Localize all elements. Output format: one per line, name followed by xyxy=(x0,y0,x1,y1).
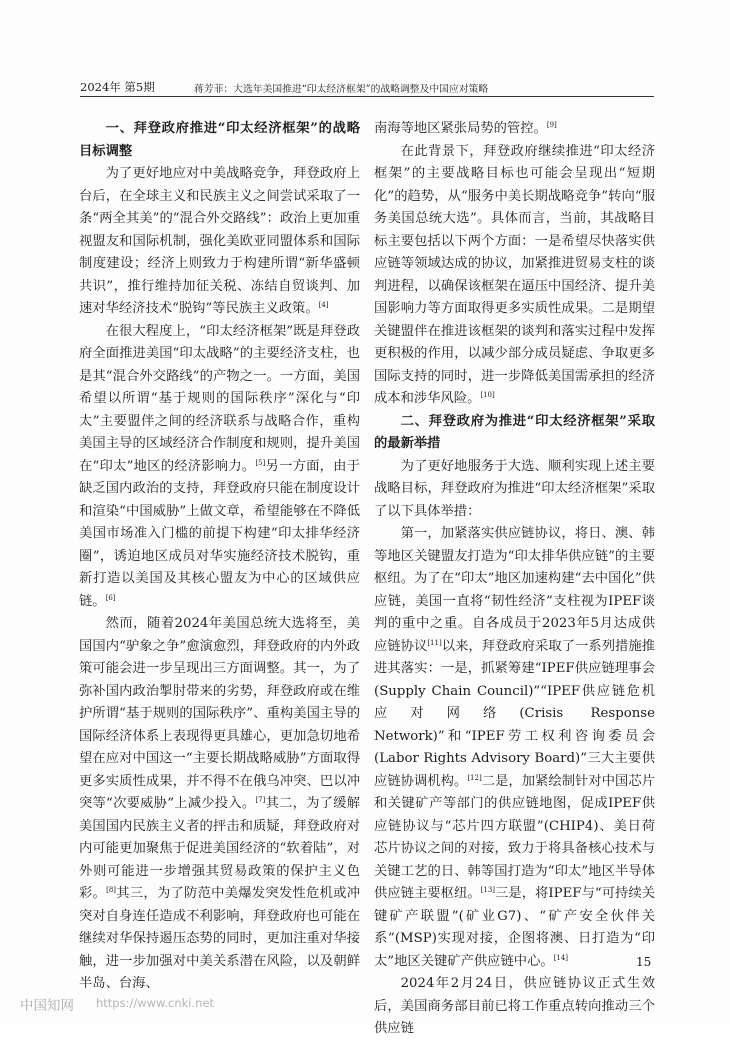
citation-marker: [13] xyxy=(480,886,496,894)
citation-marker: [4] xyxy=(318,301,329,309)
running-head-issue: 2024年 第5期 xyxy=(80,80,155,94)
section-1-paragraph-3 xyxy=(79,613,360,996)
text-run: 为了更好地应对中美战略竞争，拜登政府上台后，在全球主义和民族主义之间尝试采取了一条“两全其美”的“混合外交路线”：政治上更加重视盟友和国际机制，强化美欧亚同盟体系和国际制度建设；经济上则致力于构建所谓“新华盛顿共识”，推行维持加征关税、冻结自贸谈判、加速对华经济技术“脱钩”等民族主义政策。 xyxy=(79,166,360,316)
text-run: 第一，加紧落实供应链协议，将日、澳、韩等地区关键盟友打造为“印太排华供应链”的主要枢纽。为了在“印太”地区加速构建“去中国化”供应链，美国一直将“韧性经济”支柱视为IPEF谈判的重中之重。自各成员于2023年5月达成供应链协议 xyxy=(374,526,655,654)
section-2-heading: 二、拜登政府为推进“印太经济框架”采取的最新举措 xyxy=(374,413,655,451)
text-run: 2024年2月24日，供应链协议正式生效后，美国商务部目前已将工作重点转向推动三个供应链 xyxy=(374,976,655,1036)
citation-marker: [8] xyxy=(106,886,117,894)
text-run: 二是，加紧绘制针对中国芯片和关键矿产等部门的供应链地图，促成IPEF供应链协议与“芯片四方联盟”(CHIP4)、美日荷芯片协议之间的对接，致力于将具备核心技术与关键工艺的日、韩等国打造为“印太”地区半导体供应链主要枢纽。 xyxy=(374,773,656,901)
citation-marker: [9] xyxy=(546,121,557,129)
text-run: 在很大程度上，“印太经济框架”既是拜登政府全面推进美国“印太战略”的主要经济支柱，也是其“混合外交路线”的产物之一。一方面，美国希望以所谓“基于规则的国际秩序”深化与“印太”主要盟伴之间的经济联系与战略合作，重构美国主导的区域经济合作制度和规则，提升美国在“印太”地区的经济影响力。 xyxy=(79,323,360,474)
text-run: 其二，为了缓解美国国内民族主义者的抨击和质疑，拜登政府对内可能更加聚焦于促进美国经济的“软着陆”，对外则可能进一步增强其贸易政策的保护主义色彩。 xyxy=(79,796,360,901)
text-run: 三是，将IPEF与“可持续关键矿产联盟”(矿业G7)、“矿产安全伙伴关系”(MSP)实现对接，企图将澳、日打造为“印太”地区关键矿产供应链中心。 xyxy=(374,886,656,969)
section-1-paragraph-4 xyxy=(374,141,655,411)
cnki-watermark-url: https://www.cnki.net xyxy=(96,996,215,1010)
citation-marker: [14] xyxy=(553,953,569,962)
citation-marker: [12] xyxy=(467,773,482,782)
citation-marker: [11] xyxy=(427,638,442,647)
section-1-heading: 一、拜登政府推进“印太经济框架”的战略目标调整 xyxy=(79,121,360,159)
section-2-paragraph-1 xyxy=(374,456,655,524)
text-run: 以来，拜登政府采取了一系列措施推进其落实：一是，抓紧筹建“IPEF供应链理事会(Supply Chain Council)”“IPEF供应链危机应对网络(Crisis Response Network)”和“IPEF劳工权利咨询委员会(Labor Rights Advisory Board)”三大主要供应链协调机构。 xyxy=(374,638,656,789)
text-run: 另一方面，由于缺乏国内政治的支持，拜登政府只能在制度设计和渲染“中国威胁”上做文章，希望能够在不降低美国市场准入门槛的前提下构建“印太排华经济圈”，诱迫地区成员对华实施经济技术脱钩，重新打造以美国及其核心盟友为中心的区域供应链。 xyxy=(79,458,360,609)
section-1-paragraph-3-continued xyxy=(374,118,655,141)
section-1-paragraph-1 xyxy=(79,163,360,321)
text-run: 为了更好地服务于大选、顺利实现上述主要战略目标，拜登政府为推进“印太经济框架”采取了以下具体举措： xyxy=(374,458,655,519)
citation-marker: [7] xyxy=(255,796,266,804)
section-2-paragraph-2 xyxy=(374,523,655,973)
page-number: 15 xyxy=(636,955,652,969)
left-column xyxy=(79,118,360,996)
header-rule xyxy=(80,96,654,97)
text-run: 在此背景下，拜登政府继续推进“印太经济框架”的主要战略目标也可能会呈现出“短期化”的趋势，从“服务中美长期战略竞争”转向“服务美国总统大选”。具体而言，当前，其战略目标主要包括以下两个方面：一是希望尽快落实供应链等领域达成的协议，加紧推进贸易支柱的谈判进程，以确保该框架在逼压中国经济、提升美国影响力等方面取得更多实质性成果。二是期望关键盟伴在推进该框架的谈判和落实过程中发挥更积极的作用，以减少部分成员疑虑、争取更多国际支持的同时，进一步降低美国需承担的经济成本和涉华风险。 xyxy=(374,143,655,406)
citation-marker: [5] xyxy=(255,458,266,467)
section-2-paragraph-3 xyxy=(374,973,655,1041)
citation-marker: [10] xyxy=(480,391,495,399)
text-run: 然而，随着2024年美国总统大选将至，美国国内“驴象之争”愈演愈烈，拜登政府的内外政策可能会进一步呈现出三方面调整。其一，为了弥补国内政治掣肘带来的劣势，拜登政府或在维护所谓“基于规则的国际秩序”、重构美国主导的国际经济体系上表现得更具雄心，更加急切地希望在应对中国这一“主要长期战略威胁”方面取得更多实质性成果，并不得不在俄乌冲突、巴以冲突等“次要威胁”上减少投入。 xyxy=(79,616,360,811)
text-run: 南海等地区紧张局势的管控。 xyxy=(374,121,547,136)
right-column xyxy=(374,118,655,1041)
section-1-paragraph-2 xyxy=(79,321,360,614)
text-run: 其三，为了防范中美爆发突发性危机或冲突对自身连任造成不利影响，拜登政府也可能在继续对华保持遏压态势的同时，更加注重对华接触，进一步加强对中美关系潜在风险，以及朝鲜半岛、台海、 xyxy=(79,886,361,991)
cnki-watermark-name: 中国知网 xyxy=(20,998,74,1014)
running-head-title: 蒋芳菲：大选年美国推进“印太经济框架”的战略调整及中国应对策略 xyxy=(194,84,489,95)
citation-marker: [6] xyxy=(105,593,116,602)
